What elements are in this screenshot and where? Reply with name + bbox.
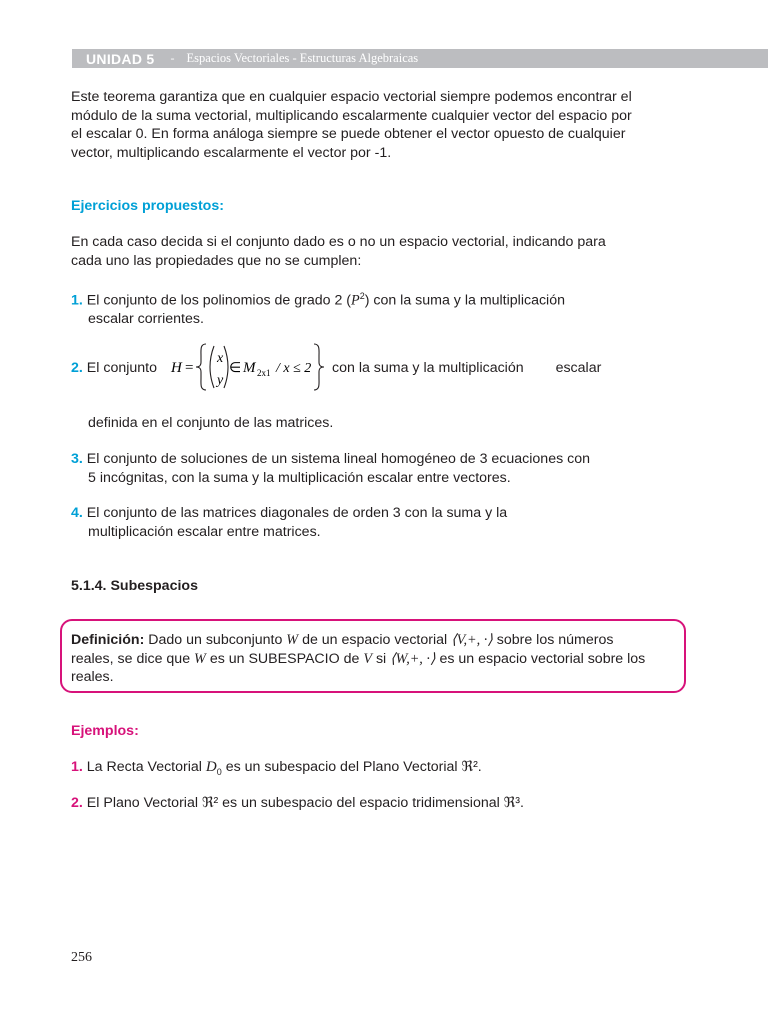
page-header	[72, 49, 768, 68]
exercises-heading: Ejercicios propuestos:	[71, 198, 224, 214]
exercise-item-4	[71, 504, 683, 541]
exercise-item-1	[71, 287, 683, 329]
formula-M: M	[243, 360, 256, 376]
formula-y: y	[217, 373, 224, 388]
symbol-W: W	[286, 632, 299, 648]
definition-part: es un espacio vectorial sobre los	[435, 650, 646, 667]
unit-label: UNIDAD 5	[86, 50, 155, 67]
item-text: multiplicación escalar entre matrices.	[88, 523, 321, 540]
item-text: es un subespacio del Plano Vectorial ℜ².	[221, 759, 482, 775]
item-text: escalar	[555, 360, 602, 376]
item-number: 3.	[71, 451, 83, 467]
formula-element-of: ∈	[229, 361, 242, 376]
exercise-item-3	[71, 450, 683, 487]
symbol-W: W	[194, 650, 206, 667]
polynomial-degree: 2	[359, 291, 365, 301]
item-text: El conjunto de soluciones de un sistema lineal homogéneo de 3 ecuaciones con	[86, 451, 591, 467]
item-number: 1.	[71, 759, 83, 775]
definition-label: Definición:	[71, 632, 145, 648]
left-brace	[196, 344, 206, 390]
definition-text	[71, 631, 681, 687]
exercise-item-2-line2: definida en el conjunto de las matrices.	[88, 415, 334, 431]
set-formula-H	[166, 338, 326, 396]
intro-line: el escalar 0. En forma análoga siempre se puede obtener el vector opuesto de cualquier	[71, 126, 626, 142]
symbol-V: V	[363, 650, 372, 667]
item-text: El conjunto de los polinomios de grado 2 (	[86, 292, 352, 309]
intro-line: módulo de la suma vectorial, multiplicando escalarmente cualquier vector del espacio por	[71, 107, 632, 124]
section-title: 5.1.4. Subespacios	[71, 578, 198, 594]
item-text: El conjunto de las matrices diagonales de orden 3 con la suma y la	[86, 505, 508, 521]
triple-W: ⟨W,+, ·⟩	[390, 650, 436, 667]
item-text: El Plano Vectorial ℜ² es un subespacio del espacio tridimensional ℜ³.	[86, 795, 524, 811]
formula-equals: =	[185, 360, 194, 376]
item-text: escalar corrientes.	[88, 311, 204, 328]
definition-part: Dado un subconjunto	[144, 632, 287, 648]
item-text: con la suma y la multiplicación	[332, 360, 524, 376]
example-item-2	[71, 794, 683, 813]
definition-part: sobre los números	[492, 632, 614, 648]
definition-part: es un SUBESPACIO de	[205, 650, 364, 667]
definition-part: de un espacio vectorial	[298, 632, 452, 648]
right-paren	[224, 346, 228, 388]
example-item-1	[71, 758, 683, 781]
left-paren	[210, 346, 214, 388]
item-number: 2.	[71, 795, 83, 811]
formula-H: H	[171, 360, 182, 376]
item-text: ) con la suma y la multiplicación	[364, 292, 565, 309]
triple-V: ⟨V,+, ·⟩	[451, 632, 493, 648]
examples-heading: Ejemplos:	[71, 723, 139, 739]
symbol-D: D	[205, 759, 217, 775]
lead-line: En cada caso decida si el conjunto dado es o no un espacio vectorial, indicando para	[71, 234, 606, 250]
formula-x: x	[217, 351, 224, 366]
item-number: 2.	[71, 360, 83, 376]
definition-part: reales, se dice que	[71, 650, 195, 667]
item-text: El conjunto	[86, 360, 157, 376]
item-text: La Recta Vectorial	[86, 759, 206, 775]
page-number: 256	[71, 950, 92, 965]
formula-M-subscript: 2x1	[257, 368, 271, 378]
intro-line: vector, multiplicando escalarmente el vector por -1.	[71, 144, 392, 161]
lead-line: cada uno las propiedades que no se cumplen:	[71, 252, 362, 269]
right-brace	[314, 344, 324, 390]
intro-paragraph	[71, 88, 683, 162]
polynomial-symbol: P	[351, 292, 360, 309]
definition-part: reales.	[71, 669, 114, 685]
exercises-lead	[71, 233, 683, 270]
symbol-D-subscript: 0	[216, 766, 222, 777]
item-number: 4.	[71, 505, 83, 521]
item-number: 1.	[71, 292, 83, 309]
exercise-item-2-post	[332, 359, 632, 378]
intro-line: Este teorema garantiza que en cualquier espacio vectorial siempre podemos encontrar el	[71, 89, 632, 105]
definition-part: si	[372, 650, 391, 667]
item-text: 5 incógnitas, con la suma y la multiplicación escalar entre vectores.	[88, 469, 511, 486]
header-dash: -	[170, 51, 175, 65]
header-subtitle: Espacios Vectoriales - Estructuras Algebraicas	[186, 51, 419, 65]
formula-condition: / x ≤ 2	[276, 361, 312, 376]
